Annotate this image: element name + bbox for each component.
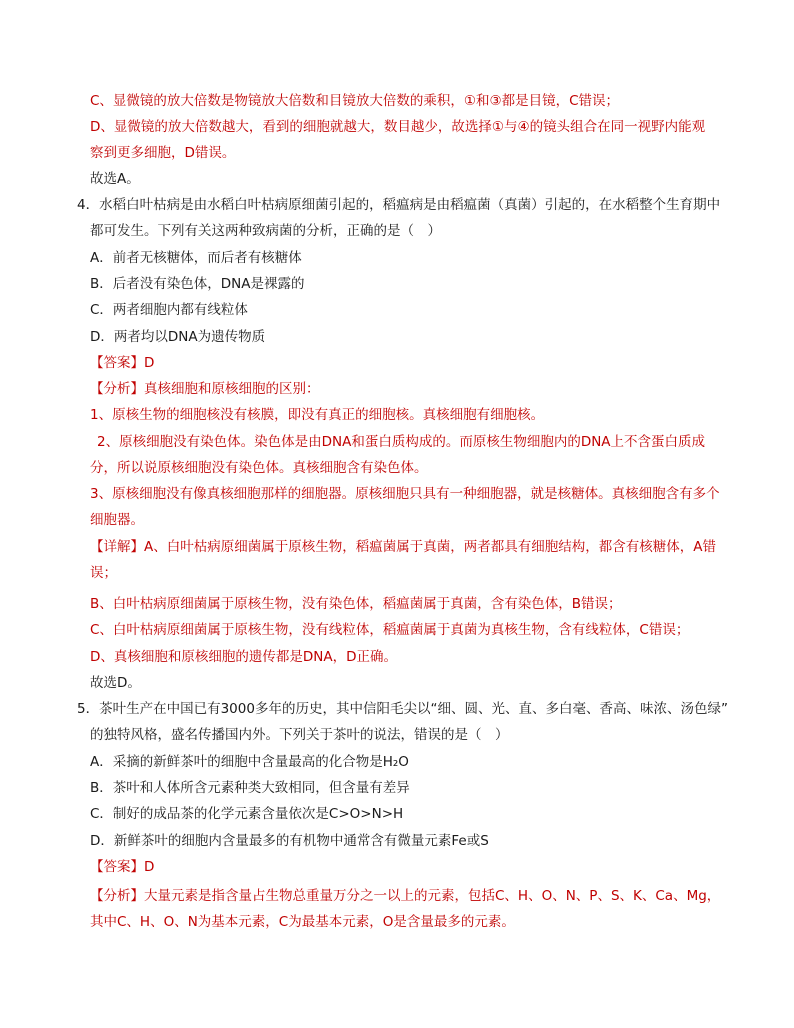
q4-analysis-line2: 2、原核细胞没有染色体。染色体是由DNA和蛋白质构成的。而原核生物细胞内的DNA上不含蛋白质成 (97, 434, 706, 450)
q4-stem-line2: 都可发生。下列有关这两种致病菌的分析，正确的是（ ） (90, 223, 441, 239)
q4-analysis-line1: 1、原核生物的细胞核没有核膜，即没有真正的细胞核。真核细胞有细胞核。 (90, 407, 545, 423)
prev-conclusion: 故选A。 (90, 171, 140, 187)
q4-option-c: C．两者细胞内都有线粒体 (90, 302, 248, 318)
q5-analysis-line1: 【分析】大量元素是指含量占生物总重量万分之一以上的元素，包括C、H、O、N、P、S、K、Ca、Mg， (90, 888, 721, 904)
q5-option-c: C．制好的成品茶的化学元素含量依次是C>O>N>H (90, 806, 404, 822)
q4-detail-line1: 【详解】A、白叶枯病原细菌属于原核生物，稻瘟菌属于真菌，两者都具有细胞结构，都含有核糖体，A错 (90, 539, 716, 555)
q4-detail-line3: B、白叶枯病原细菌属于原核生物，没有染色体，稻瘟菌属于真菌，含有染色体，B错误； (90, 596, 622, 612)
q4-option-d: D．两者均以DNA为遗传物质 (90, 329, 266, 345)
prev-analysis-d-line2: 察到更多细胞，D错误。 (90, 145, 236, 161)
q4-conclusion: 故选D。 (90, 675, 141, 691)
q5-option-b: B．茶叶和人体所含元素种类大致相同，但含量有差异 (90, 780, 410, 796)
q4-detail-line5: D、真核细胞和原核细胞的遗传都是DNA，D正确。 (90, 649, 398, 665)
q5-option-d: D．新鲜茶叶的细胞内含量最多的有机物中通常含有微量元素Fe或S (90, 833, 489, 849)
q5-analysis-line2: 其中C、H、O、N为基本元素，C为最基本元素，O是含量最多的元素。 (90, 914, 515, 930)
q5-stem-line1: 5．茶叶生产在中国已有3000多年的历史，其中信阳毛尖以“细、圆、光、直、多白毫、香高、味浓、汤色绿” (77, 701, 728, 717)
q4-detail-line4: C、白叶枯病原细菌属于原核生物，没有线粒体，稻瘟菌属于真菌为真核生物，含有线粒体，C错误； (90, 622, 690, 638)
q5-stem-line2: 的独特风格，盛名传播国内外。下列关于茶叶的说法，错误的是（ ） (90, 727, 509, 743)
q4-detail-line2: 误； (90, 565, 117, 581)
q4-answer: 【答案】D (90, 355, 155, 371)
prev-analysis-d-line1: D、显微镜的放大倍数越大，看到的细胞就越大，数目越少，故选择①与④的镜头组合在同一视野内能观 (90, 119, 706, 135)
q5-answer: 【答案】D (90, 859, 155, 875)
q5-option-a: A．采摘的新鲜茶叶的细胞中含量最高的化合物是H₂O (90, 754, 409, 770)
prev-analysis-c: C、显微镜的放大倍数是物镜放大倍数和目镜放大倍数的乘积，①和③都是目镜，C错误； (90, 93, 620, 109)
q4-analysis-line3: 分，所以说原核细胞没有染色体。真核细胞含有染色体。 (90, 460, 428, 476)
q4-analysis-line5: 细胞器。 (90, 512, 144, 528)
q4-analysis-line4: 3、原核细胞没有像真核细胞那样的细胞器。原核细胞只具有一种细胞器，就是核糖体。真核细胞含有多个 (90, 486, 720, 502)
q4-analysis-title: 【分析】真核细胞和原核细胞的区别： (90, 381, 320, 397)
q4-option-b: B．后者没有染色体，DNA是裸露的 (90, 276, 305, 292)
q4-stem-line1: 4．水稻白叶枯病是由水稻白叶枯病原细菌引起的，稻瘟病是由稻瘟菌（真菌）引起的，在水稻整个生育期中 (77, 197, 721, 213)
q4-option-a: A．前者无核糖体，而后者有核糖体 (90, 250, 302, 266)
